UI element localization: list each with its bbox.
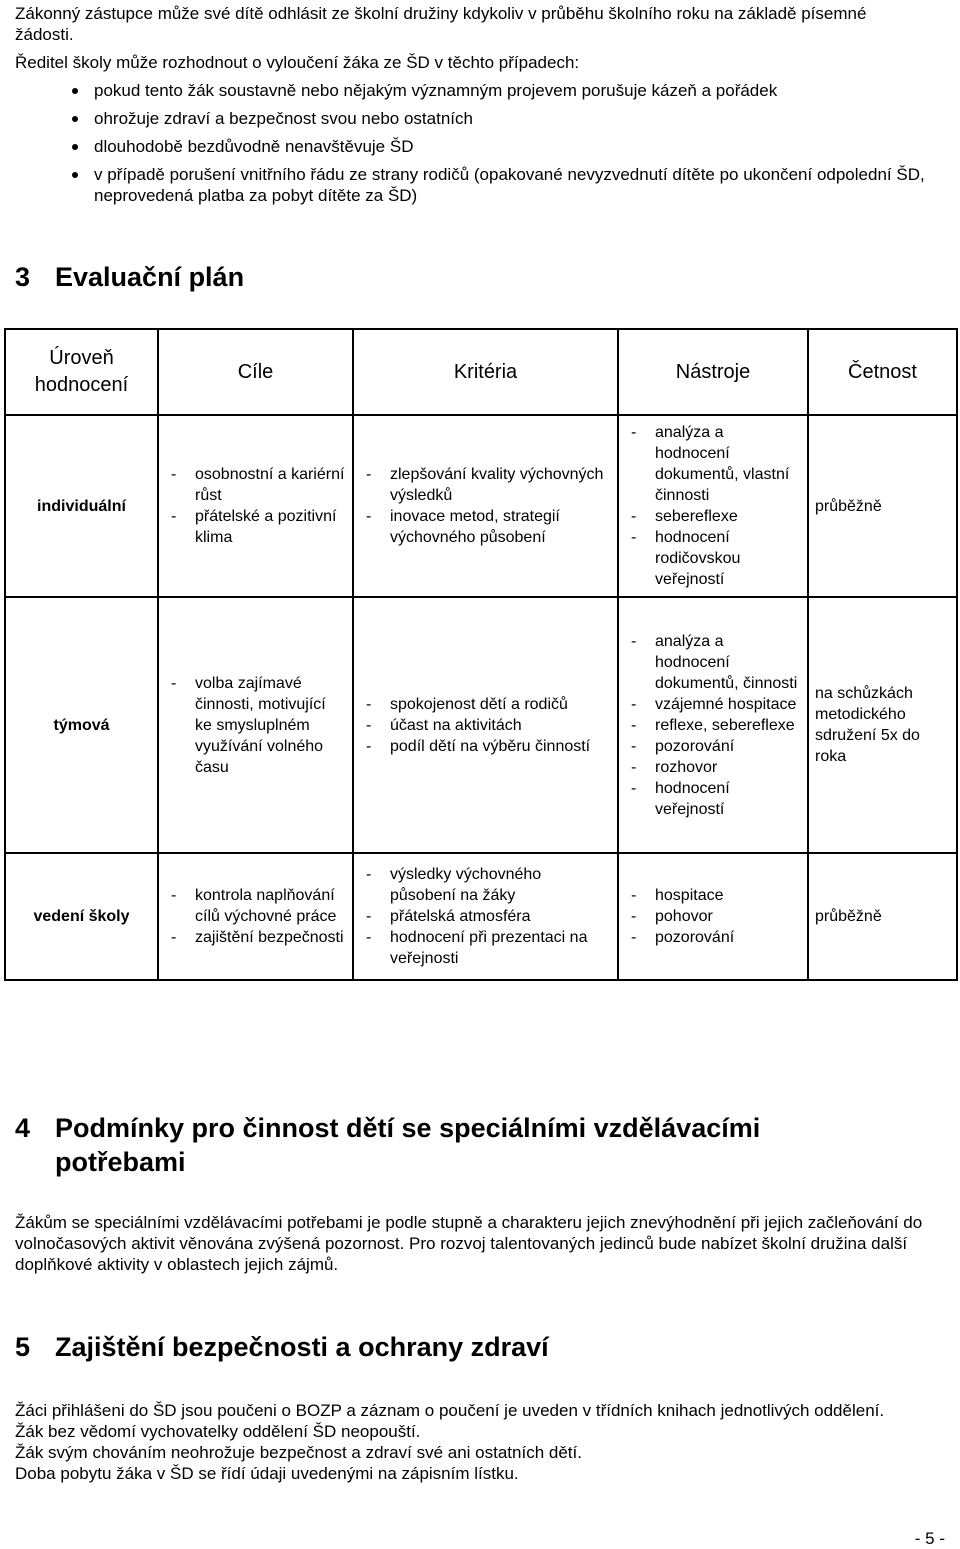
column-header: Nástroje	[618, 329, 808, 415]
list-item: - hodnocení rodičovskou veřejností	[625, 527, 801, 590]
frequency-cell: průběžně	[808, 415, 957, 597]
table-row	[5, 853, 957, 980]
bullet-icon	[72, 144, 78, 150]
list-item: - volba zajímavé činnosti, motivující ke smysluplném využívání volného času	[165, 673, 346, 778]
column-header: Úroveň hodnocení	[5, 329, 158, 415]
list-item: - zajištění bezpečnosti	[165, 927, 346, 948]
list-item: ohrožuje zdraví a bezpečnost svou nebo ostatních	[72, 108, 932, 129]
list-item: - rozhovor	[625, 757, 801, 778]
list-item: - zlepšování kvality výchovných výsledků	[360, 464, 611, 506]
criteria-cell	[353, 853, 618, 980]
goals-cell	[158, 597, 353, 853]
table-header-row	[5, 329, 957, 415]
list-item: - analýza a hodnocení dokumentů, vlastní činnosti	[625, 422, 801, 506]
section-number: 4	[15, 1113, 31, 1143]
evaluation-plan-table	[4, 328, 958, 981]
list-item: - kontrola naplňování cílů výchovné práce	[165, 885, 346, 927]
section-title: Evaluační plán	[55, 262, 245, 292]
intro-paragraph: Zákonný zástupce může své dítě odhlásit ze školní družiny kdykoliv v průběhu školního roku na základě písemné žádosti.	[15, 4, 867, 44]
list-item: dlouhodobě bezdůvodně nenavštěvuje ŠD	[72, 136, 932, 157]
tools-cell	[618, 853, 808, 980]
list-item: v případě porušení vnitřního řádu ze strany rodičů (opakované nevyzvednutí dítěte po ukončení odpolední ŠD, neprovedená platba za pobyt dítěte za ŠD)	[72, 164, 932, 206]
section-title: Podmínky pro činnost dětí se speciálními vzdělávacími	[55, 1113, 761, 1143]
page-number: - 5 -	[914, 1529, 945, 1548]
list-item: - hodnocení veřejností	[625, 778, 801, 820]
table-row	[5, 415, 957, 597]
section-title-continued: potřebami	[55, 1147, 186, 1177]
section-4-heading	[15, 1111, 760, 1179]
list-item: - hospitace	[625, 885, 801, 906]
level-cell: individuální	[5, 415, 158, 597]
frequency-cell: na schůzkách metodického sdružení 5x do roka	[808, 597, 957, 853]
list-item: - reflexe, sebereflexe	[625, 715, 801, 736]
safety-paragraph	[15, 1400, 935, 1484]
goals-cell	[158, 415, 353, 597]
section-3-heading	[15, 260, 244, 294]
column-header: Cíle	[158, 329, 353, 415]
list-item: - hodnocení při prezentaci na veřejnosti	[360, 927, 611, 969]
tools-cell	[618, 415, 808, 597]
section-number: 5	[15, 1332, 31, 1362]
level-cell: týmová	[5, 597, 158, 853]
list-item: - přátelská atmosféra	[360, 906, 611, 927]
safety-line: Žák svým chováním neohrožuje bezpečnost a zdraví své ani ostatních dětí.	[15, 1443, 582, 1462]
list-item: - osobnostní a kariérní růst	[165, 464, 346, 506]
list-item: - účast na aktivitách	[360, 715, 611, 736]
criteria-cell	[353, 415, 618, 597]
level-cell: vedení školy	[5, 853, 158, 980]
list-item: - inovace metod, strategií výchovného působení	[360, 506, 611, 548]
list-item: - podíl dětí na výběru činností	[360, 736, 611, 757]
intro-expulsion-lead: Ředitel školy může rozhodnout o vyloučení žáka ze ŠD v těchto případech:	[15, 53, 580, 72]
list-item: - sebereflexe	[625, 506, 801, 527]
section-title: Zajištění bezpečnosti a ochrany zdraví	[55, 1332, 549, 1362]
special-needs-paragraph: Žákům se speciálními vzdělávacími potřebami je podle stupně a charakteru jejich znevýhodnění při jejich začleňování do volnočasových aktivit věnována zvýšená pozornost. Pro rozvoj talentovaných jedinců bude nabízet školní družina další doplňkové aktivity v oblastech jejich zájmů.	[15, 1213, 923, 1274]
section-number: 3	[15, 262, 31, 292]
tools-cell	[618, 597, 808, 853]
expulsion-bullet-list	[72, 80, 932, 213]
list-item: - analýza a hodnocení dokumentů, činnosti	[625, 631, 801, 694]
table-row	[5, 597, 957, 853]
bullet-icon	[72, 88, 78, 94]
frequency-cell: průběžně	[808, 853, 957, 980]
safety-line: Doba pobytu žáka v ŠD se řídí údaji uvedenými na zápisním lístku.	[15, 1464, 519, 1483]
list-item: pokud tento žák soustavně nebo nějakým významným projevem porušuje kázeň a pořádek	[72, 80, 932, 101]
safety-line: Žák bez vědomí vychovatelky oddělení ŠD neopouští.	[15, 1422, 421, 1441]
bullet-icon	[72, 116, 78, 122]
column-header: Četnost	[808, 329, 957, 415]
goals-cell	[158, 853, 353, 980]
list-item: - pohovor	[625, 906, 801, 927]
criteria-cell	[353, 597, 618, 853]
list-item: - přátelské a pozitivní klima	[165, 506, 346, 548]
section-5-heading	[15, 1330, 549, 1364]
safety-line: Žáci přihlášeni do ŠD jsou poučeni o BOZP a záznam o poučení je uveden v třídních knihach jednotlivých oddělení.	[15, 1401, 885, 1420]
bullet-icon	[72, 172, 78, 178]
list-item: - pozorování	[625, 927, 801, 948]
column-header: Kritéria	[353, 329, 618, 415]
list-item: - spokojenost dětí a rodičů	[360, 694, 611, 715]
list-item: - výsledky výchovného působení na žáky	[360, 864, 611, 906]
list-item: - vzájemné hospitace	[625, 694, 801, 715]
list-item: - pozorování	[625, 736, 801, 757]
